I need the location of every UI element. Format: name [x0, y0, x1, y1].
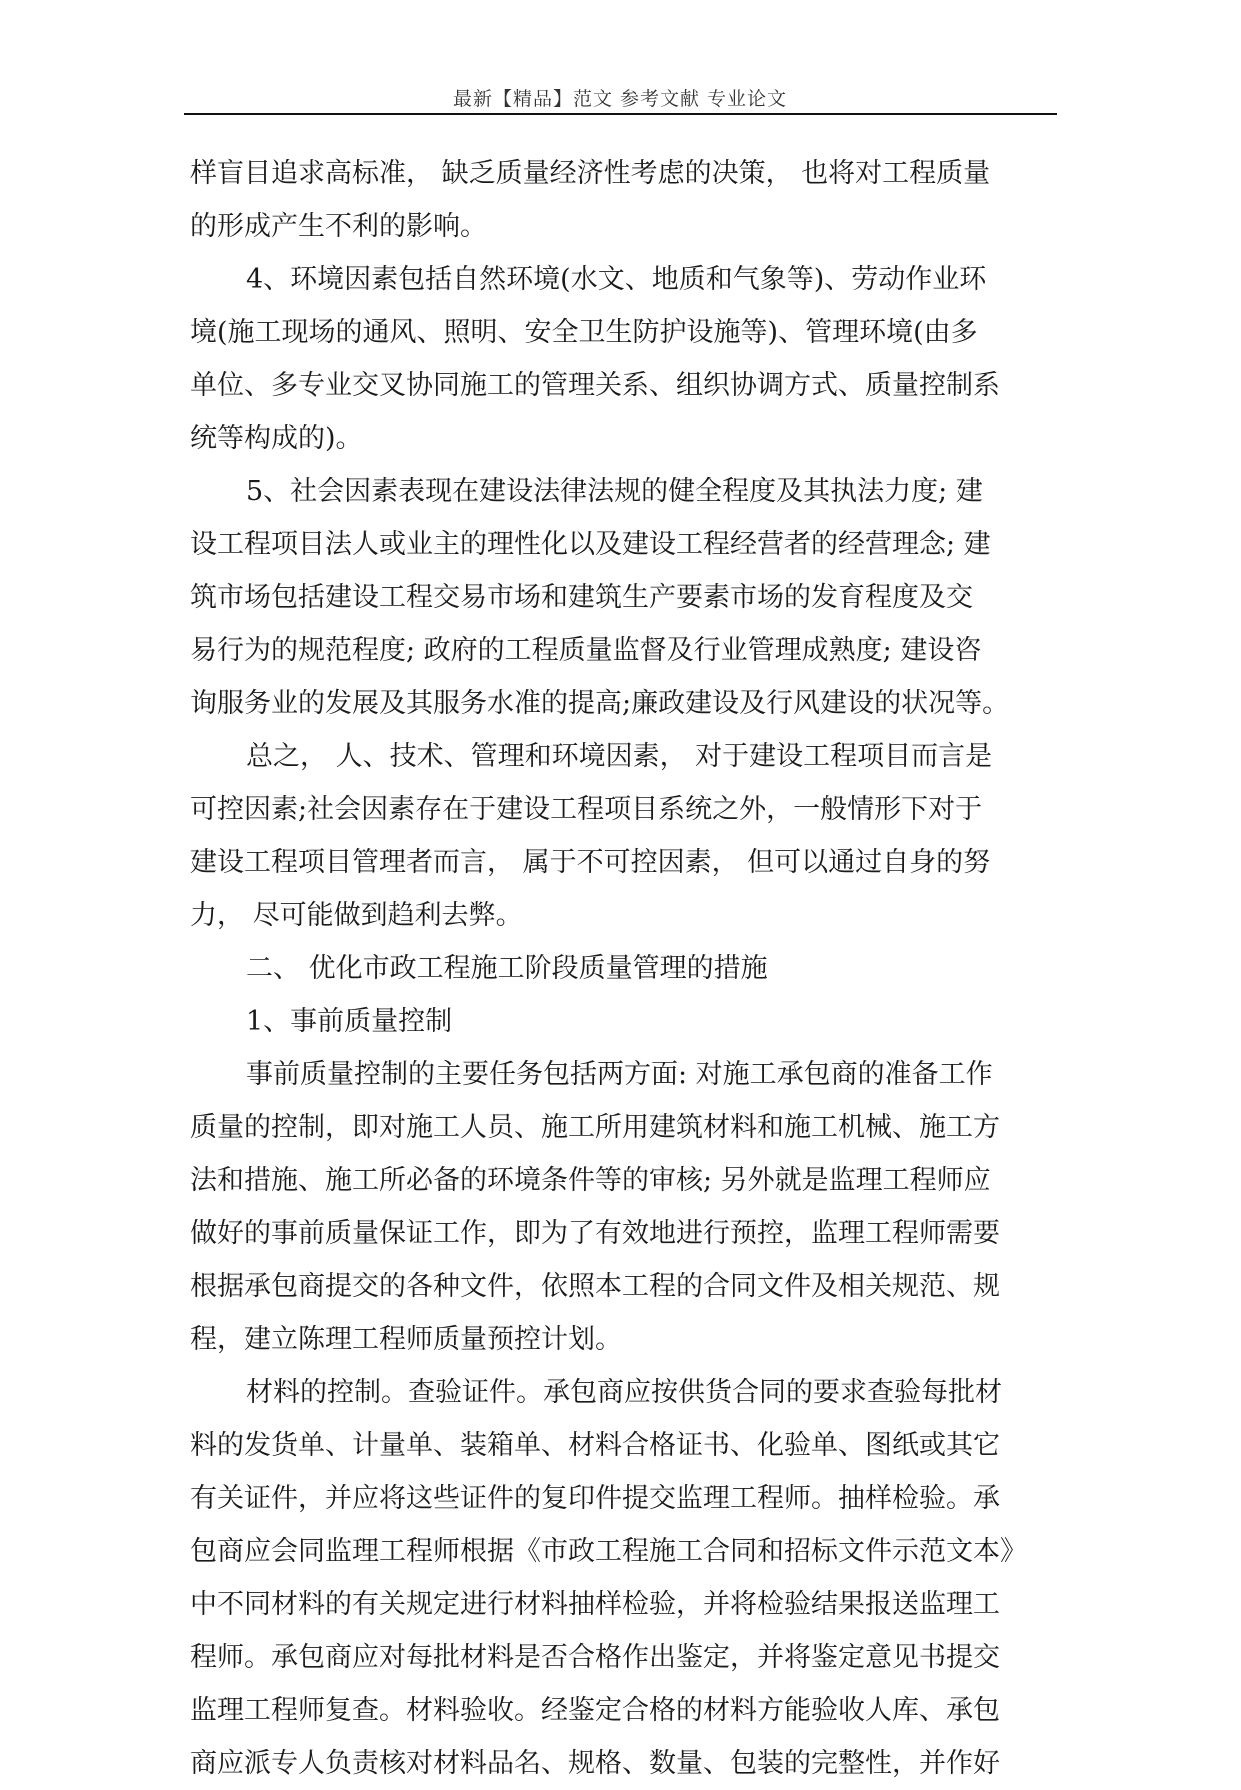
text-line: 事前质量控制的主要任务包括两方面: 对施工承包商的准备工作	[246, 1059, 993, 1090]
text-line: 程，建立陈理工程师质量预控计划。	[190, 1324, 622, 1355]
text-line: 单位、多专业交叉协同施工的管理关系、组织协调方式、质量控制系	[190, 370, 1000, 401]
text-line: 有关证件，并应将这些证件的复印件提交监理工程师。抽样检验。承	[190, 1483, 1000, 1514]
text-line: 4、环境因素包括自然环境(水文、地质和气象等)、劳动作业环	[246, 264, 987, 295]
text-line: 法和措施、施工所必备的环境条件等的审核; 另外就是监理工程师应	[190, 1165, 991, 1196]
text-line: 商应派专人负责核对材料品名、规格、数量、包装的完整性，并作好	[190, 1748, 1000, 1779]
text-line: 程师。承包商应对每批材料是否合格作出鉴定，并将鉴定意见书提交	[190, 1642, 1000, 1673]
text-line: 料的发货单、计量单、装箱单、材料合格证书、化验单、图纸或其它	[190, 1430, 1000, 1461]
text-line: 的形成产生不利的影响。	[190, 211, 487, 242]
page-header: 最新【精品】范文 参考文献 专业论文	[452, 88, 788, 110]
text-line: 样盲目追求高标准， 缺乏质量经济性考虑的决策， 也将对工程质量	[190, 158, 991, 189]
text-line: 总之， 人、技术、管理和环境因素， 对于建设工程项目而言是	[246, 741, 993, 772]
header-rule	[184, 113, 1057, 115]
text-line: 统等构成的)。	[190, 423, 363, 454]
text-line: 1、事前质量控制	[246, 1006, 453, 1037]
text-line: 可控因素;社会因素存在于建设工程项目系统之外，一般情形下对于	[190, 794, 983, 825]
document-body	[190, 147, 1060, 1790]
text-line: 易行为的规范程度; 政府的工程质量监督及行业管理成熟度; 建设咨	[190, 635, 982, 666]
text-line: 境(施工现场的通风、照明、安全卫生防护设施等)、管理环境(由多	[190, 317, 978, 348]
text-line: 询服务业的发展及其服务水准的提高;廉政建设及行风建设的状况等。	[190, 688, 1010, 719]
text-line: 质量的控制，即对施工人员、施工所用建筑材料和施工机械、施工方	[190, 1112, 1000, 1143]
text-line: 做好的事前质量保证工作，即为了有效地进行预控，监理工程师需要	[190, 1218, 1000, 1249]
text-line: 监理工程师复查。材料验收。经鉴定合格的材料方能验收人库、承包	[190, 1695, 1000, 1726]
text-line: 建设工程项目管理者而言， 属于不可控因素， 但可以通过自身的努	[190, 847, 991, 878]
text-line: 5、社会因素表现在建设法律法规的健全程度及其执法力度; 建	[246, 476, 983, 507]
text-line: 包商应会同监理工程师根据《市政工程施工合同和招标文件示范文本》	[190, 1536, 1027, 1567]
text-line: 二、 优化市政工程施工阶段质量管理的措施	[246, 953, 768, 984]
text-line: 材料的控制。查验证件。承包商应按供货合同的要求查验每批材	[246, 1377, 1002, 1408]
text-line: 根据承包商提交的各种文件，依照本工程的合同文件及相关规范、规	[190, 1271, 1000, 1302]
text-line: 力， 尽可能做到趋利去弊。	[190, 900, 523, 931]
text-line: 设工程项目法人或业主的理性化以及建设工程经营者的经营理念; 建	[190, 529, 991, 560]
text-line: 筑市场包括建设工程交易市场和建筑生产要素市场的发育程度及交	[190, 582, 973, 613]
text-line: 中不同材料的有关规定进行材料抽样检验，并将检验结果报送监理工	[190, 1589, 1000, 1620]
